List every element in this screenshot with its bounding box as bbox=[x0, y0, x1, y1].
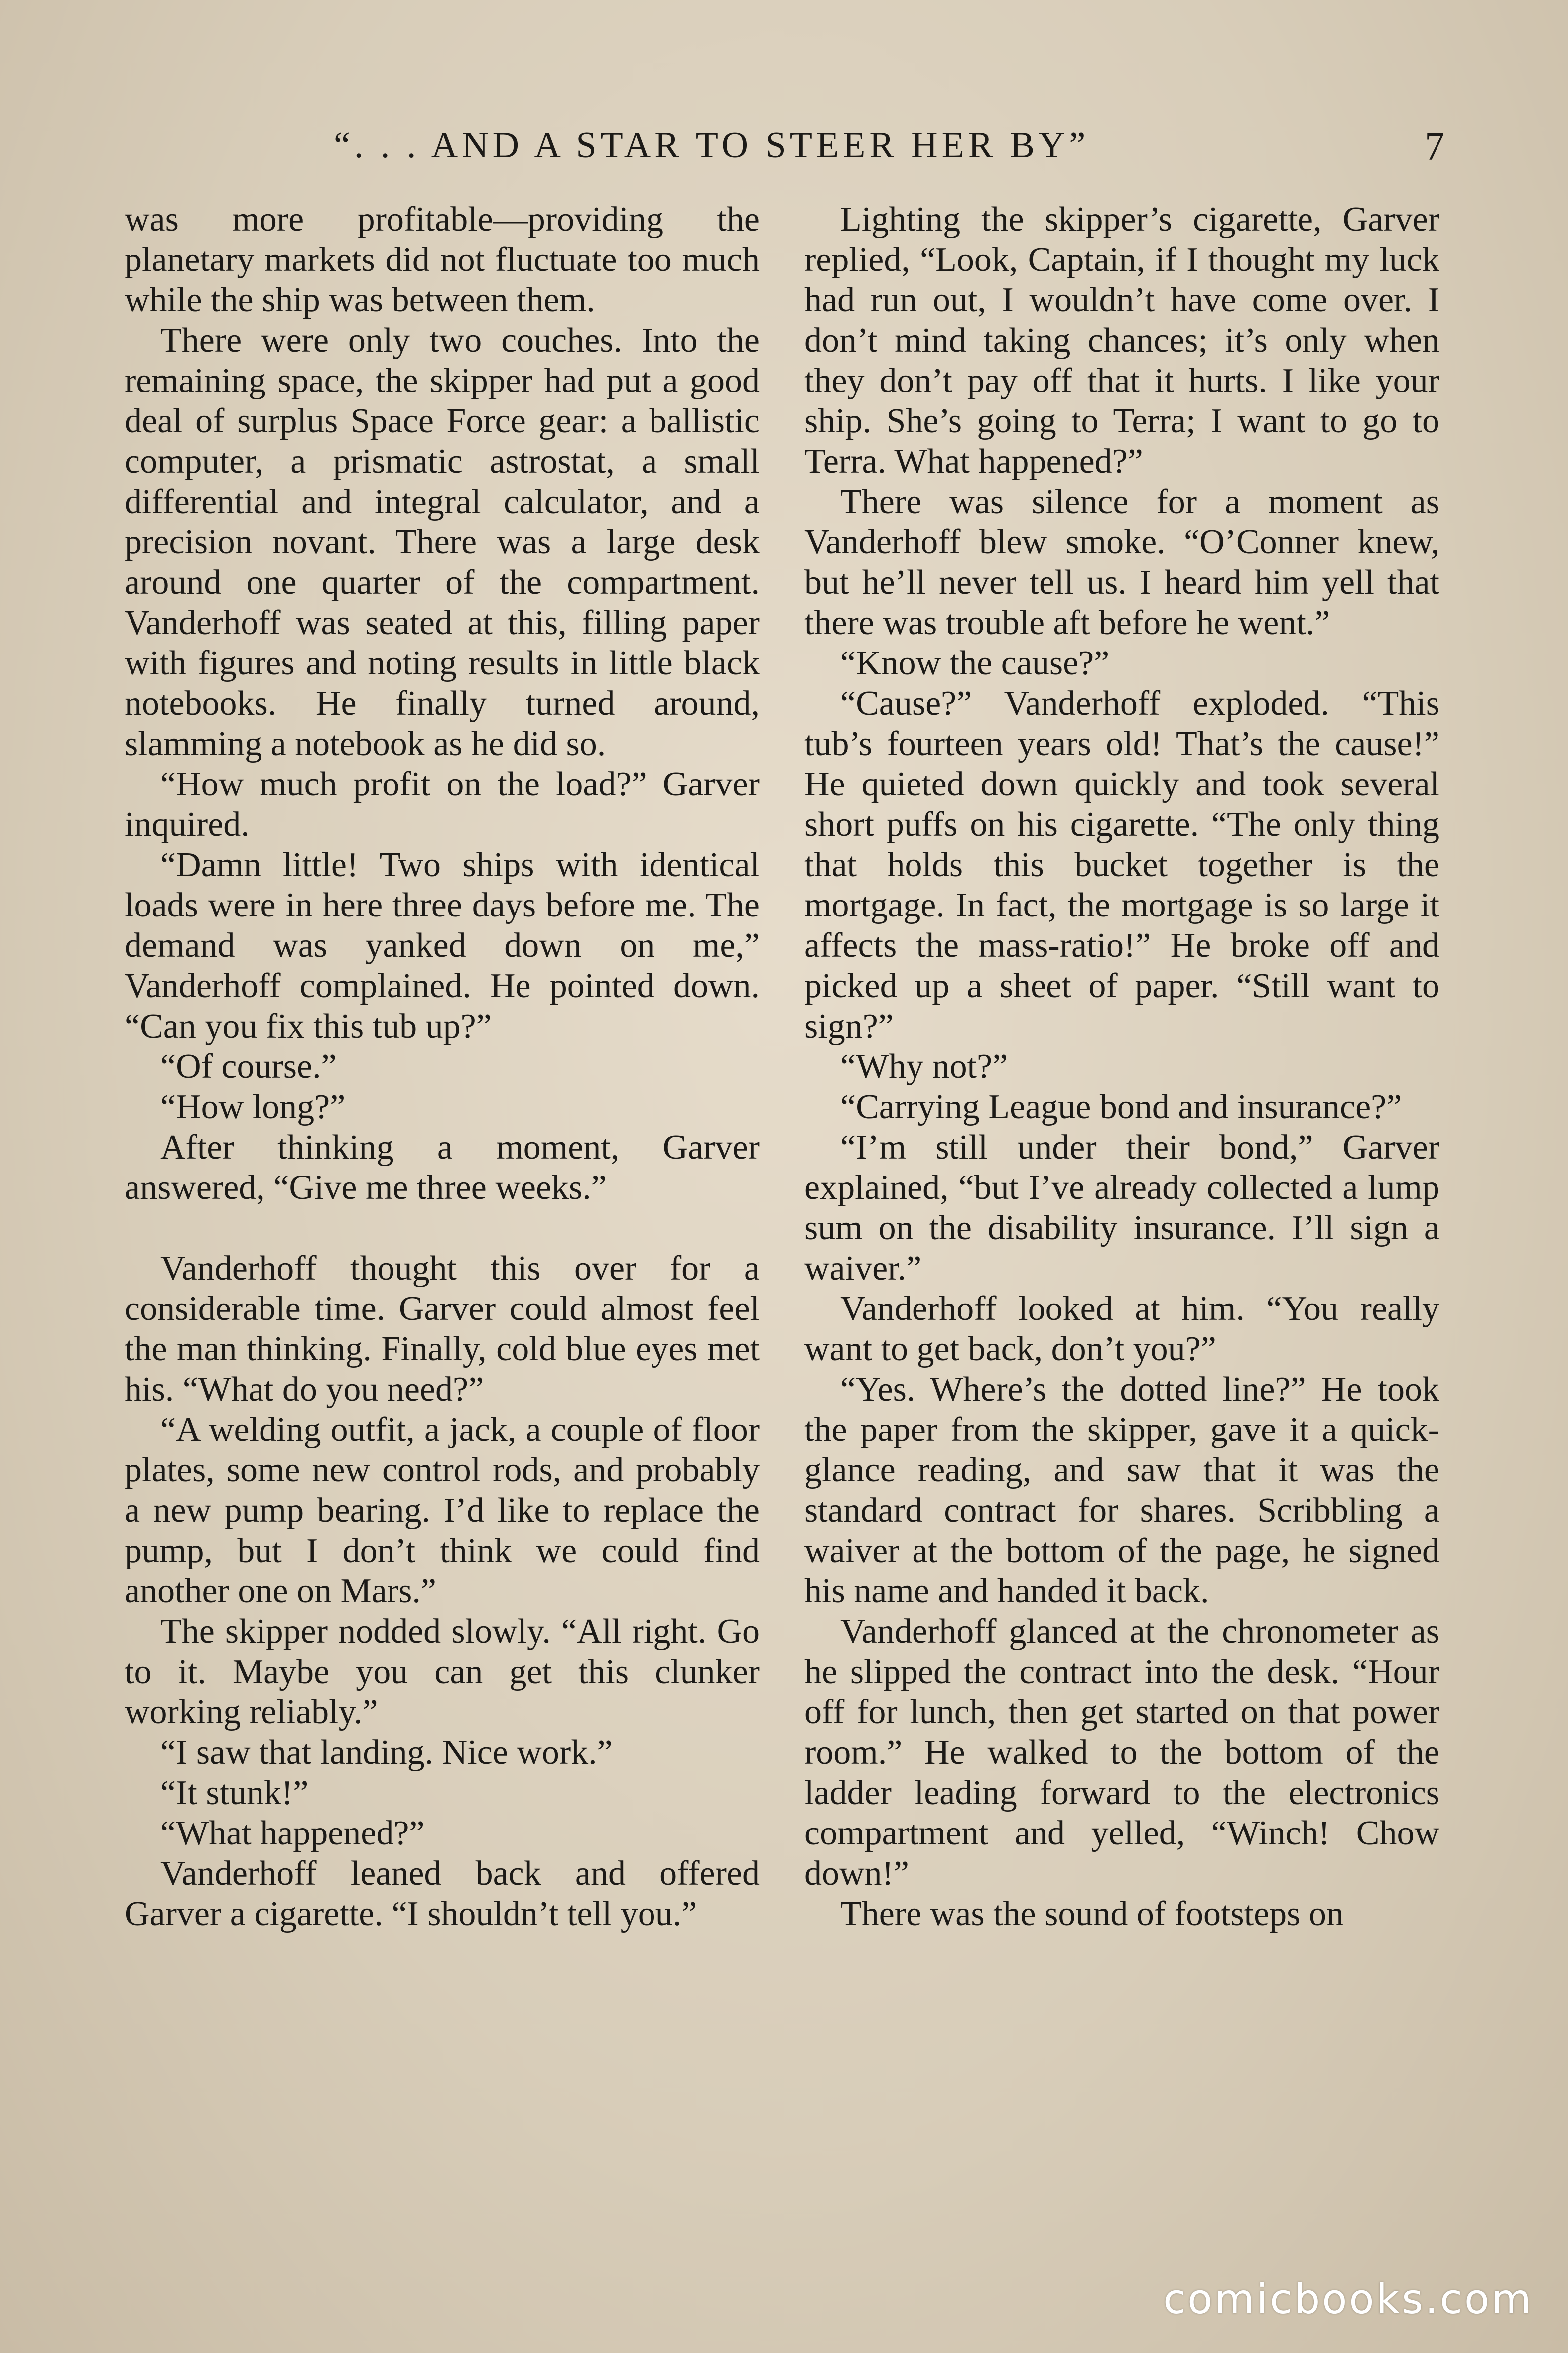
paragraph: “Yes. Where’s the dotted line?” He took the paper from the skipper, gave it a quick-glance reading, and saw that it was the standard contract for shares. Scribbling a waiver at the bottom of the page, he signed his name and handed it back. bbox=[804, 1370, 1439, 1610]
page-number: 7 bbox=[1425, 125, 1444, 169]
paragraph: “Cause?” Vanderhoff exploded. “This tub’s fourteen years old! That’s the cause!” He quieted down quickly and took several short puffs on his cigarette. “The only thing that holds this bucket together is the mortgage. In fact, the mortgage is so large it affects the mass-ratio!” He broke off and picked up a sheet of paper. “Still want to sign?” bbox=[804, 684, 1439, 1046]
paragraph: After thinking a moment, Garver answered, “Give me three weeks.” bbox=[125, 1128, 760, 1207]
paragraph: Vanderhoff looked at him. “You really want to get back, don’t you?” bbox=[804, 1290, 1439, 1368]
running-head: “. . . AND A STAR TO STEER HER BY” bbox=[334, 125, 1090, 166]
paragraph: Lighting the skipper’s cigarette, Garver replied, “Look, Captain, if I thought my luck had run out, I wouldn’t have come over. I don’t mind taking chances; it’s only when they don’t pay off that it hurts. I like your ship. She’s going to Terra; I want to go to Terra. What happened?” bbox=[804, 200, 1439, 481]
page-header bbox=[125, 125, 1444, 179]
paragraph: “I saw that landing. Nice work.” bbox=[160, 1733, 613, 1772]
paragraph: “Carrying League bond and insurance?” bbox=[840, 1088, 1402, 1126]
paragraph: There was silence for a moment as Vanderhoff blew smoke. “O’Conner knew, but he’ll never tell us. I heard him yell that there was trouble aft before he went.” bbox=[804, 483, 1439, 642]
paragraph: “Know the cause?” bbox=[840, 644, 1110, 682]
watermark: comicbooks.com bbox=[1163, 2276, 1533, 2323]
paragraph: Vanderhoff leaned back and offered Garver a cigarette. “I shouldn’t tell you.” bbox=[125, 1854, 760, 1933]
paragraph: “A welding outfit, a jack, a couple of floor plates, some new control rods, and probably a new pump bearing. I’d like to replace the pump, but I don’t think we could find another one on Mars.” bbox=[125, 1411, 760, 1610]
paragraph: “I’m still under their bond,” Garver explained, “but I’ve already collected a lump sum on the disability insurance. I’ll sign a waiver.” bbox=[804, 1128, 1439, 1288]
paragraph: There was the sound of footsteps on bbox=[840, 1895, 1344, 1933]
paragraph: Vanderhoff thought this over for a considerable time. Garver could almost feel the man thinking. Finally, cold blue eyes met his. “What do you need?” bbox=[125, 1249, 760, 1409]
paragraph: “It stunk!” bbox=[160, 1774, 309, 1812]
left-column bbox=[125, 199, 760, 1934]
right-column bbox=[804, 199, 1439, 1934]
paragraph: “What happened?” bbox=[160, 1814, 425, 1852]
paragraph: Vanderhoff glanced at the chronometer as he slipped the contract into the desk. “Hour off for lunch, then get started on that power room.” He walked to the bottom of the ladder leading forward to the electronics compartment and yelled, “Winch! Chow down!” bbox=[804, 1612, 1439, 1893]
paragraph: There were only two couches. Into the remaining space, the skipper had put a good deal of surplus Space Force gear: a ballistic computer, a prismatic astrostat, a small differential and integral calculator, and a precision novant. There was a large desk around one quarter of the compartment. Vanderhoff was seated at this, filling paper with figures and noting results in little black notebooks. He finally turned around, slamming a notebook as he did so. bbox=[125, 321, 760, 763]
paragraph: “Of course.” bbox=[160, 1047, 337, 1086]
paragraph: “Why not?” bbox=[840, 1047, 1008, 1086]
paragraph: “Damn little! Two ships with identical loads were in here three days before me. The demand was yanked down on me,” Vanderhoff complained. He pointed down. “Can you fix this tub up?” bbox=[125, 846, 760, 1046]
paragraph: The skipper nodded slowly. “All right. Go to it. Maybe you can get this clunker working reliably.” bbox=[125, 1612, 760, 1731]
paragraph: “How long?” bbox=[160, 1088, 346, 1126]
paragraph: “How much profit on the load?” Garver inquired. bbox=[125, 765, 760, 844]
paragraph: was more profitable—providing the planetary markets did not fluctuate too much while the ship was between them. bbox=[125, 200, 760, 319]
